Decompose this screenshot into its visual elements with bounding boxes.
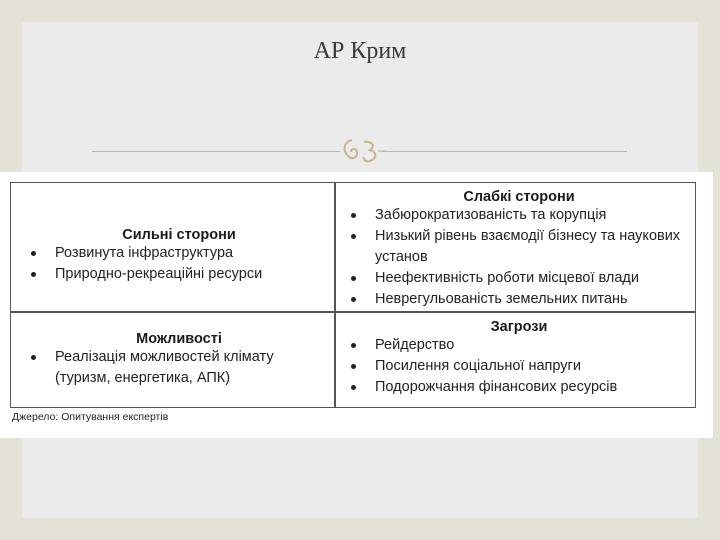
list-item: Розвинута інфраструктура	[29, 243, 329, 264]
list-item: Подорожчання фінансових ресурсів	[349, 377, 689, 398]
list-item: Забюрократизованість та корупція	[349, 205, 689, 226]
list-item: Посилення соціальної напруги	[349, 356, 689, 377]
threats-cell	[349, 319, 689, 398]
list-item: Реалізація можливостей клімату (туризм, енергетика, АПК)	[29, 347, 329, 389]
threats-heading: Загрози	[490, 319, 548, 335]
list-item: Неефективність роботи місцевої влади	[349, 268, 689, 289]
list-item: Неврегульованість земельних питань	[349, 289, 689, 310]
weaknesses-cell	[349, 189, 689, 310]
opportunities-cell	[29, 331, 329, 389]
strengths-list	[29, 243, 329, 285]
list-item: Низький рівень взаємодії бізнесу та наукових установ	[349, 226, 689, 268]
opportunities-list	[29, 347, 329, 389]
grid-vertical-line	[334, 183, 336, 407]
list-item: Рейдерство	[349, 335, 689, 356]
list-item: Природно-рекреаційні ресурси	[29, 264, 329, 285]
weaknesses-list	[349, 205, 689, 310]
opportunities-heading: Можливості	[136, 331, 222, 347]
weaknesses-heading: Слабкі сторони	[463, 189, 575, 205]
strengths-cell	[29, 227, 329, 285]
divider-line-left	[92, 151, 340, 152]
source-note: Джерело: Опитування експертів	[12, 411, 169, 423]
curly-ornament-icon	[338, 136, 386, 166]
swot-grid	[10, 182, 696, 408]
strengths-heading: Сильні сторони	[122, 227, 236, 243]
threats-list	[349, 335, 689, 398]
grid-horizontal-line	[11, 311, 695, 313]
swot-panel	[0, 172, 713, 438]
divider-line-right	[382, 151, 627, 152]
slide-title: АР Крим	[313, 38, 407, 64]
